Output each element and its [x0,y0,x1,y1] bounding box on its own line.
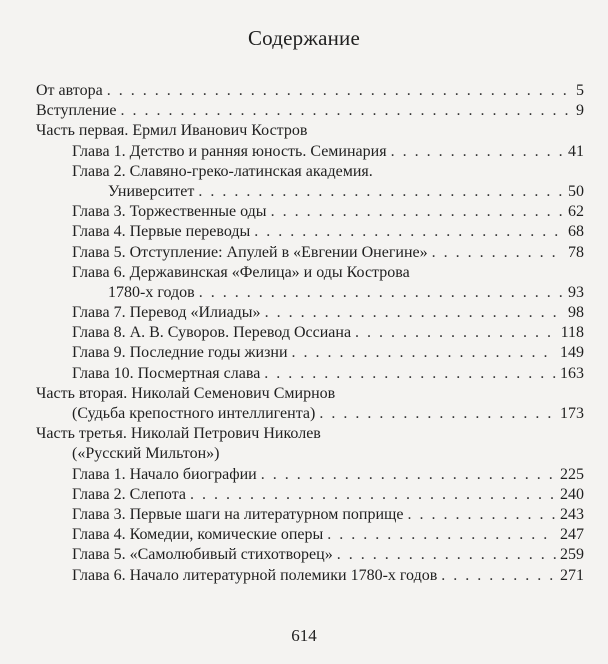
toc-entry-page: 259 [560,546,584,564]
toc-entry-text: Глава 3. Первые шаги на литературном поприще [72,505,404,523]
toc-entry [36,465,584,485]
toc-leader [327,525,556,545]
toc-entry-text: Глава 6. Начало литературной полемики 1780-х годов [72,566,438,584]
toc-entry-page: 243 [560,505,584,523]
toc-part-heading [36,384,584,404]
toc-entry [36,142,584,162]
toc-entry-text: От автора [36,82,103,99]
toc-entry-page: 240 [560,485,584,503]
toc-entry [36,505,584,525]
toc-entry-page: 50 [568,182,584,200]
toc-entry-text: («Русский Мильтон») [72,445,220,463]
toc-entry-text: Глава 5. Отступление: Апулей в «Евгении Онегине» [72,243,428,261]
toc-entry-page: 62 [568,203,584,221]
toc-leader [198,182,564,202]
toc-leader [261,465,556,485]
toc-entry [36,81,584,101]
toc-entry [36,545,584,565]
toc-entry-text: Часть первая. Ермил Иванович Костров [36,122,308,140]
toc-entry-text: Часть вторая. Николай Семенович Смирнов [36,384,336,402]
toc-entry-text: Глава 3. Торжественные оды [72,203,267,221]
toc-entry [36,162,584,182]
toc-entry-text: Часть третья. Николай Петрович Николев [36,425,321,443]
toc-leader [190,485,556,505]
toc-entry-page: 41 [568,142,584,160]
toc-leader [107,81,572,101]
toc-entry [36,243,584,263]
toc-entry [36,303,584,323]
toc-entry [36,343,584,363]
toc-entry-text: Глава 1. Начало биографии [72,465,257,483]
toc-entry-page: 5 [576,82,584,99]
toc-leader [355,323,557,343]
toc-entry-text: Университет [108,182,195,200]
toc-leader [441,566,556,586]
toc-leader [391,142,564,162]
toc-entry [36,566,584,586]
toc-leader [407,505,556,525]
toc-entry-page: 93 [568,283,584,301]
toc-entry-text: 1780-х годов [108,283,195,301]
toc-entry [36,485,584,505]
toc-leader [292,343,556,363]
page-title: Содержание [247,26,361,50]
toc-part-heading [36,424,584,444]
toc-entry-text: (Судьба крепостного интеллигента) [72,405,316,422]
toc-entry-page: 9 [576,102,584,120]
toc-entry-text: Глава 5. «Самолюбивый стихотворец» [72,546,333,564]
toc-entry-text: Глава 2. Слепота [72,485,186,503]
toc-leader [199,283,564,303]
toc-entry-text: Глава 8. А. В. Суворов. Перевод Оссиана [72,324,352,342]
toc-entry [36,202,584,222]
toc-leader [271,202,564,222]
page-number: 614 [291,626,317,645]
toc-entry-continuation [36,404,584,424]
toc-entry-page: 163 [560,364,584,382]
toc-entry-page: 78 [568,243,584,261]
toc-entry [36,222,584,242]
toc-entry-page: 68 [568,223,584,241]
toc-entry [36,263,584,283]
toc-entry-page: 173 [560,405,584,422]
toc-entry [36,323,584,343]
toc-part-subtitle [36,444,584,464]
toc-leader [254,222,564,242]
toc-entry-text: Глава 4. Комедии, комические оперы [72,526,324,544]
toc-entry [36,525,584,545]
toc-entry-page: 247 [560,526,584,544]
toc-entry-text: Глава 10. Посмертная слава [72,364,261,382]
toc-entry-text: Вступление [36,102,117,120]
toc-entry [36,364,584,384]
toc-leader [337,545,556,565]
toc-entry-text: Глава 9. Последние годы жизни [72,344,288,362]
toc-entry-page: 98 [568,304,584,322]
toc-entry-text: Глава 6. Державинская «Фелица» и оды Кострова [72,263,410,281]
toc-entry-page: 149 [560,344,584,362]
toc-entry-text: Глава 4. Первые переводы [72,223,251,241]
toc-leader [120,101,572,121]
toc-entry-text: Глава 2. Славяно-греко-латинская академия. [72,162,373,180]
toc-entry-continuation [36,182,584,202]
toc-entry-continuation [36,283,584,303]
toc-leader [432,243,564,263]
toc-part-heading [36,121,584,141]
toc-leader [264,364,556,384]
toc-leader [265,303,564,323]
toc-entry-page: 225 [560,465,584,483]
toc-leader [319,404,556,424]
toc-entry-page: 118 [560,324,584,342]
toc-entry-page: 271 [560,566,584,584]
toc-entry-text: Глава 1. Детство и ранняя юность. Семинария [72,142,387,160]
table-of-contents [36,81,584,586]
toc-entry [36,101,584,121]
toc-entry-text: Глава 7. Перевод «Илиады» [72,304,261,322]
